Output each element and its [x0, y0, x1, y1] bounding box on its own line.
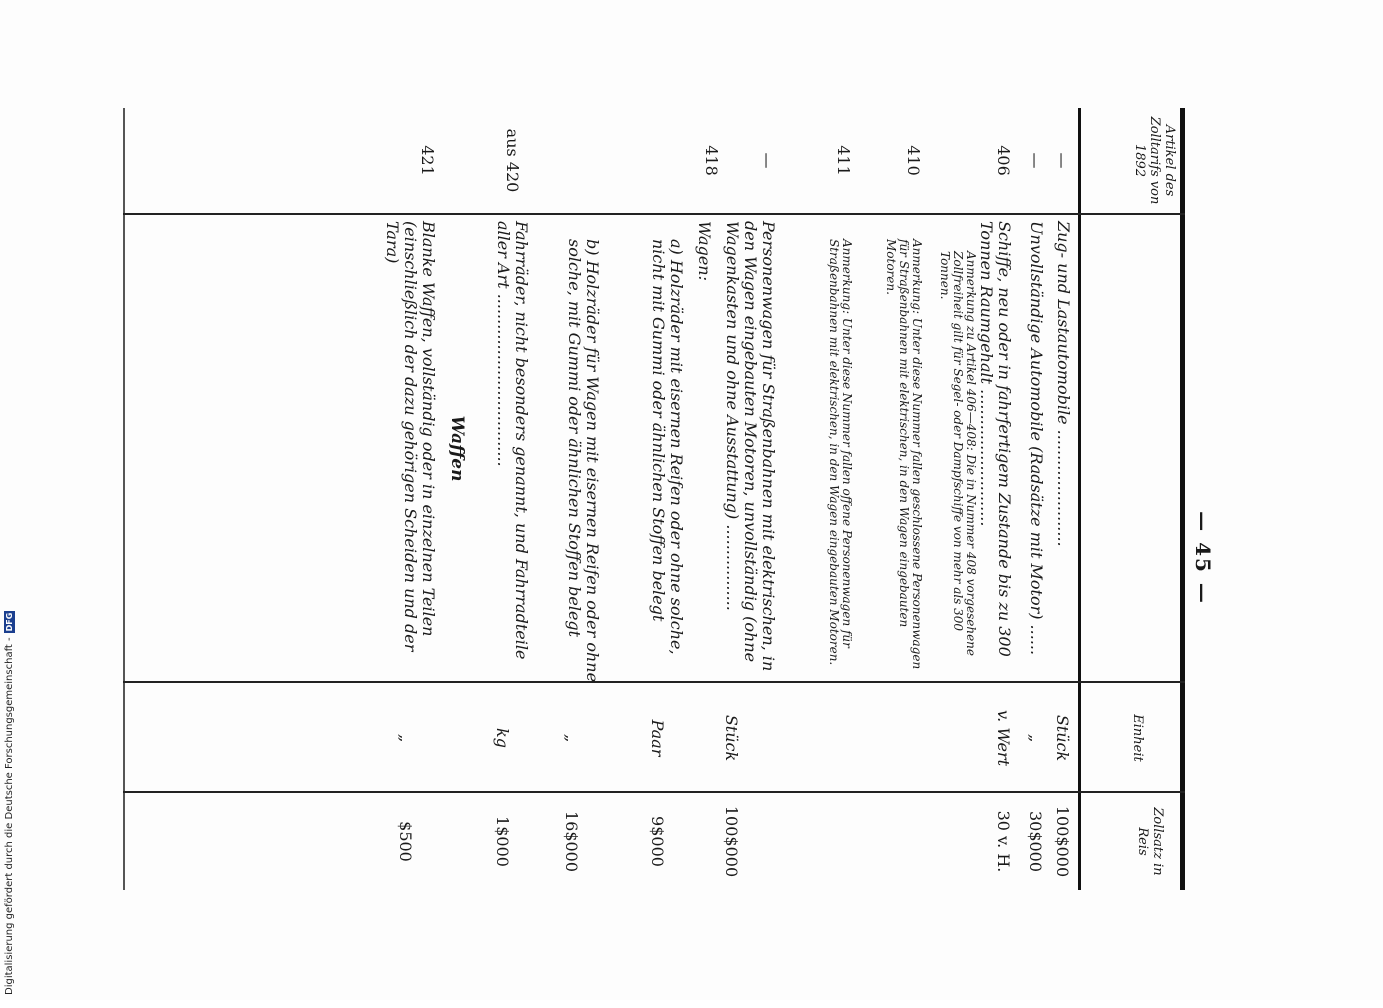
- description-cell: Unvollständige Automobile (Radsätze mit Motor) ......: [1027, 221, 1046, 656]
- description-cell: Zug- und Lastautomobile .......................: [1054, 221, 1073, 547]
- description-text: Schiffe, neu oder in fahrfertigem Zustande bis zu 300 Tonnen Raumgehalt ...........................: [977, 221, 1014, 657]
- unit-cell: Stück: [722, 714, 741, 762]
- article-cell: 406: [994, 145, 1013, 176]
- description-cell: Fahrräder, nicht besonders genannt, und Fahrradteile aller Art ..................................: [494, 221, 531, 660]
- description-cell: a) Holzräder mit eisernen Reifen oder ohne solche, nicht mit Gummi oder ähnlichen Stoffen belegt: [649, 239, 686, 655]
- duty-cell: 100$000: [722, 805, 741, 878]
- duty-cell: 9$000: [648, 816, 667, 867]
- funding-text: Digitalisierung gefördert durch die Deutsche Forschungsgemeinschaft -: [4, 637, 15, 995]
- article-cell: 410: [904, 145, 923, 176]
- description-cell: Personenwagen für Straßenbahnen mit elektrischen, in den Wagen eingebauten Motoren, unvollständig (ohne Wagenkasten und ohne Ausstattung) .................: [723, 221, 778, 672]
- description-cell: [884, 221, 923, 676]
- column-divider-article: [123, 213, 1185, 215]
- article-cell: 418: [702, 145, 721, 176]
- description-cell: [938, 221, 1013, 676]
- unit-cell: kg: [493, 728, 512, 748]
- description-cell: Blanke Waffen, vollständig oder in einzelnen Teilen (einschließlich der dazu gehörigen Scheiden und der Tara): [383, 221, 438, 652]
- unit-cell: Stück: [1053, 714, 1072, 762]
- duty-cell: 16$000: [562, 810, 581, 873]
- description-cell: b) Holzräder für Wagen mit eisernen Reifen oder ohne solche, mit Gummi oder ähnlichen Stoffen belegt: [565, 239, 602, 683]
- article-cell: aus 420: [503, 128, 522, 193]
- header-rule: [1078, 108, 1081, 890]
- unit-cell: Paar: [648, 719, 667, 757]
- table-bottom-rule: [123, 108, 125, 890]
- unit-cell: „: [1026, 733, 1045, 743]
- note-text: Anmerkung zu Artikel 406—408: Die in Nummer 408 vorgesehene Zollfreiheit gilt für Segel- oder Dampfschiffe von mehr als 300 Tonnen.: [938, 251, 978, 657]
- dfg-logo: DFG: [5, 612, 14, 632]
- article-cell: 411: [834, 145, 853, 176]
- duty-cell: 1$000: [493, 816, 512, 867]
- duty-cell: 30 v. H.: [994, 810, 1013, 873]
- article-cell: —: [1053, 152, 1072, 169]
- note-text: Anmerkung: Unter diese Nummer fallen geschlossene Personenwagen für Straßenbahnen mit elektrischen, in den Wagen eingebauten Motoren.: [884, 239, 924, 670]
- duty-cell: 100$000: [1053, 805, 1072, 878]
- funding-caption: [4, 611, 15, 995]
- article-cell: —: [1026, 152, 1045, 169]
- article-cell: 421: [418, 145, 437, 176]
- page-number: — 45 —: [1191, 511, 1215, 605]
- description-cell: Wagen:: [695, 221, 714, 281]
- header-unit: Einheit: [1130, 714, 1145, 762]
- article-cell: —: [758, 152, 777, 169]
- header-article: Artikel des Zolltarifs von 1892: [1132, 116, 1177, 205]
- header-duty: Zollsatz in Reis: [1135, 807, 1165, 876]
- description-cell: [827, 221, 853, 676]
- note-text: Anmerkung: Unter diese Nummer fallen offene Personenwagen für Straßenbahnen mit elektrischen, in den Wagen eingebauten Motoren.: [827, 239, 854, 666]
- duty-cell: 30$000: [1026, 810, 1045, 873]
- unit-cell: „: [562, 733, 581, 743]
- table-top-rule: [1180, 108, 1185, 890]
- duty-cell: $500: [396, 821, 415, 862]
- section-title-weapons: Waffen: [447, 415, 467, 482]
- unit-cell: v. Wert: [994, 710, 1013, 766]
- unit-cell: „: [396, 733, 415, 743]
- rotated-tariff-page: [115, 108, 1215, 1008]
